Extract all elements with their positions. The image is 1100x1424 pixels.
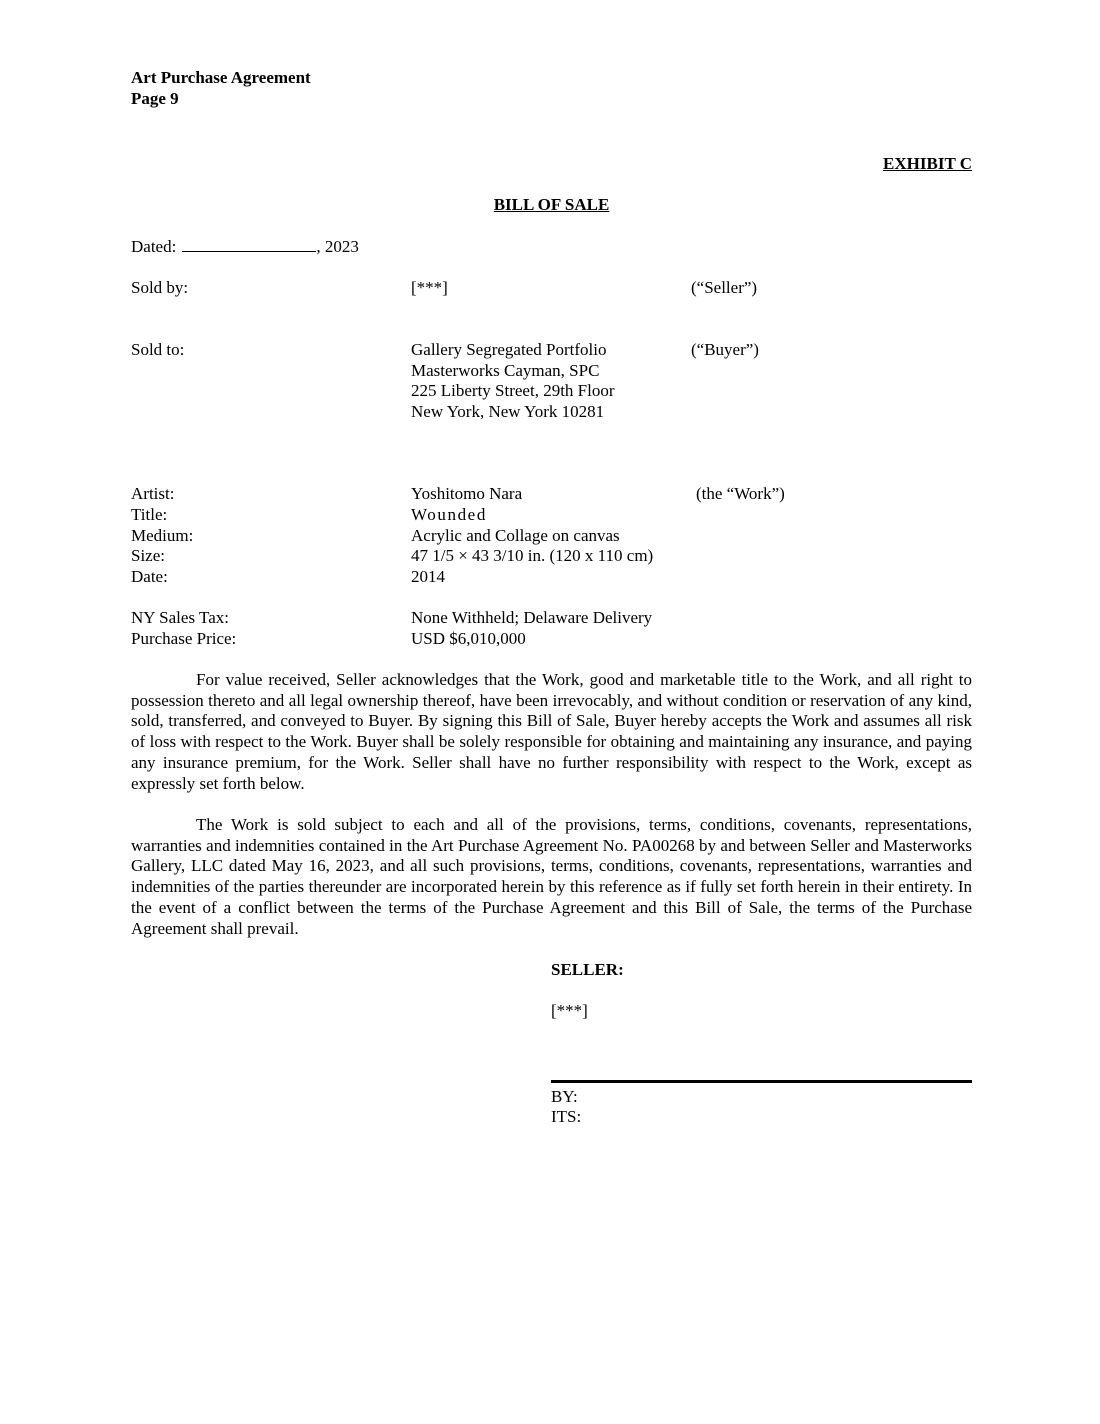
header-title: Art Purchase Agreement (131, 68, 311, 87)
sold-to-line: New York, New York 10281 (411, 402, 605, 421)
work-field-label: Date: (131, 567, 168, 586)
work-field-label: Artist: (131, 484, 175, 503)
header-page-number: Page 9 (131, 89, 179, 108)
sold-by-value: [***] (411, 278, 448, 297)
sold-to-label: Sold to: (131, 340, 185, 359)
dated-label: Dated: (131, 237, 177, 256)
body-paragraph: The Work is sold subject to each and all of the provisions, terms, conditions, covenants, representations, warranties and indemnities contained in the Art Purchase Agreement No. PA00268 by and between Seller and Masterworks Gallery, LLC dated May 16, 2023, and all such provisions, terms, conditions, covenants, representations, warranties and indemnities of the parties thereunder are incorporated herein by this reference as if fully set forth herein in their entirety. In the event of a conflict between the terms of the Purchase Agreement and this Bill of Sale, the terms of the Purchase Agreement shall prevail. (131, 815, 972, 938)
exhibit-label: EXHIBIT C (883, 154, 972, 173)
seller-role: (“Seller”) (691, 278, 758, 297)
work-field-value: 2014 (411, 567, 445, 586)
term-value: None Withheld; Delaware Delivery (411, 608, 653, 627)
signature-by-label: BY: (551, 1087, 578, 1106)
body-paragraph: For value received, Seller acknowledges that the Work, good and marketable title to the Work, and all right to possession thereto and all legal ownership thereof, have been irrevocably, and without condition or reservation of any kind, sold, transferred, and conveyed to Buyer. By signing this Bill of Sale, Buyer hereby accepts the Work and assumes all risk of loss with respect to the Work. Buyer shall be solely responsible for obtaining and maintaining any insurance, and paying any insurance premium, for the Work. Seller shall have no further responsibility with respect to the Work, except as expressly set forth below. (131, 670, 972, 793)
document-title: BILL OF SALE (493, 195, 610, 214)
term-label: Purchase Price: (131, 629, 237, 648)
sold-to-line: Masterworks Cayman, SPC (411, 361, 600, 380)
buyer-role: (“Buyer”) (691, 340, 759, 359)
work-field-label: Size: (131, 546, 165, 565)
work-field-value: 47 1/5 × 43 3/10 in. (120 x 110 cm) (411, 546, 654, 565)
signature-its-label: ITS: (551, 1107, 582, 1126)
dated-line (131, 236, 359, 258)
sold-to-line: 225 Liberty Street, 29th Floor (411, 381, 615, 400)
term-label: NY Sales Tax: (131, 608, 229, 627)
signature-party-name: [***] (551, 1001, 588, 1020)
signature-heading: SELLER: (551, 960, 624, 979)
work-field-label: Title: (131, 505, 168, 524)
term-value: USD $6,010,000 (411, 629, 526, 648)
work-field-value: Yoshitomo Nara (411, 484, 523, 503)
signature-line (551, 1080, 972, 1083)
dated-year: , 2023 (316, 237, 359, 256)
work-field-value: Acrylic and Collage on canvas (411, 526, 620, 545)
work-role: (the “Work”) (696, 484, 785, 503)
sold-to-line: Gallery Segregated Portfolio (411, 340, 607, 359)
work-field-label: Medium: (131, 526, 194, 545)
dated-blank-field (182, 236, 316, 252)
work-field-value: Wounded (411, 505, 487, 524)
sold-by-label: Sold by: (131, 278, 189, 297)
